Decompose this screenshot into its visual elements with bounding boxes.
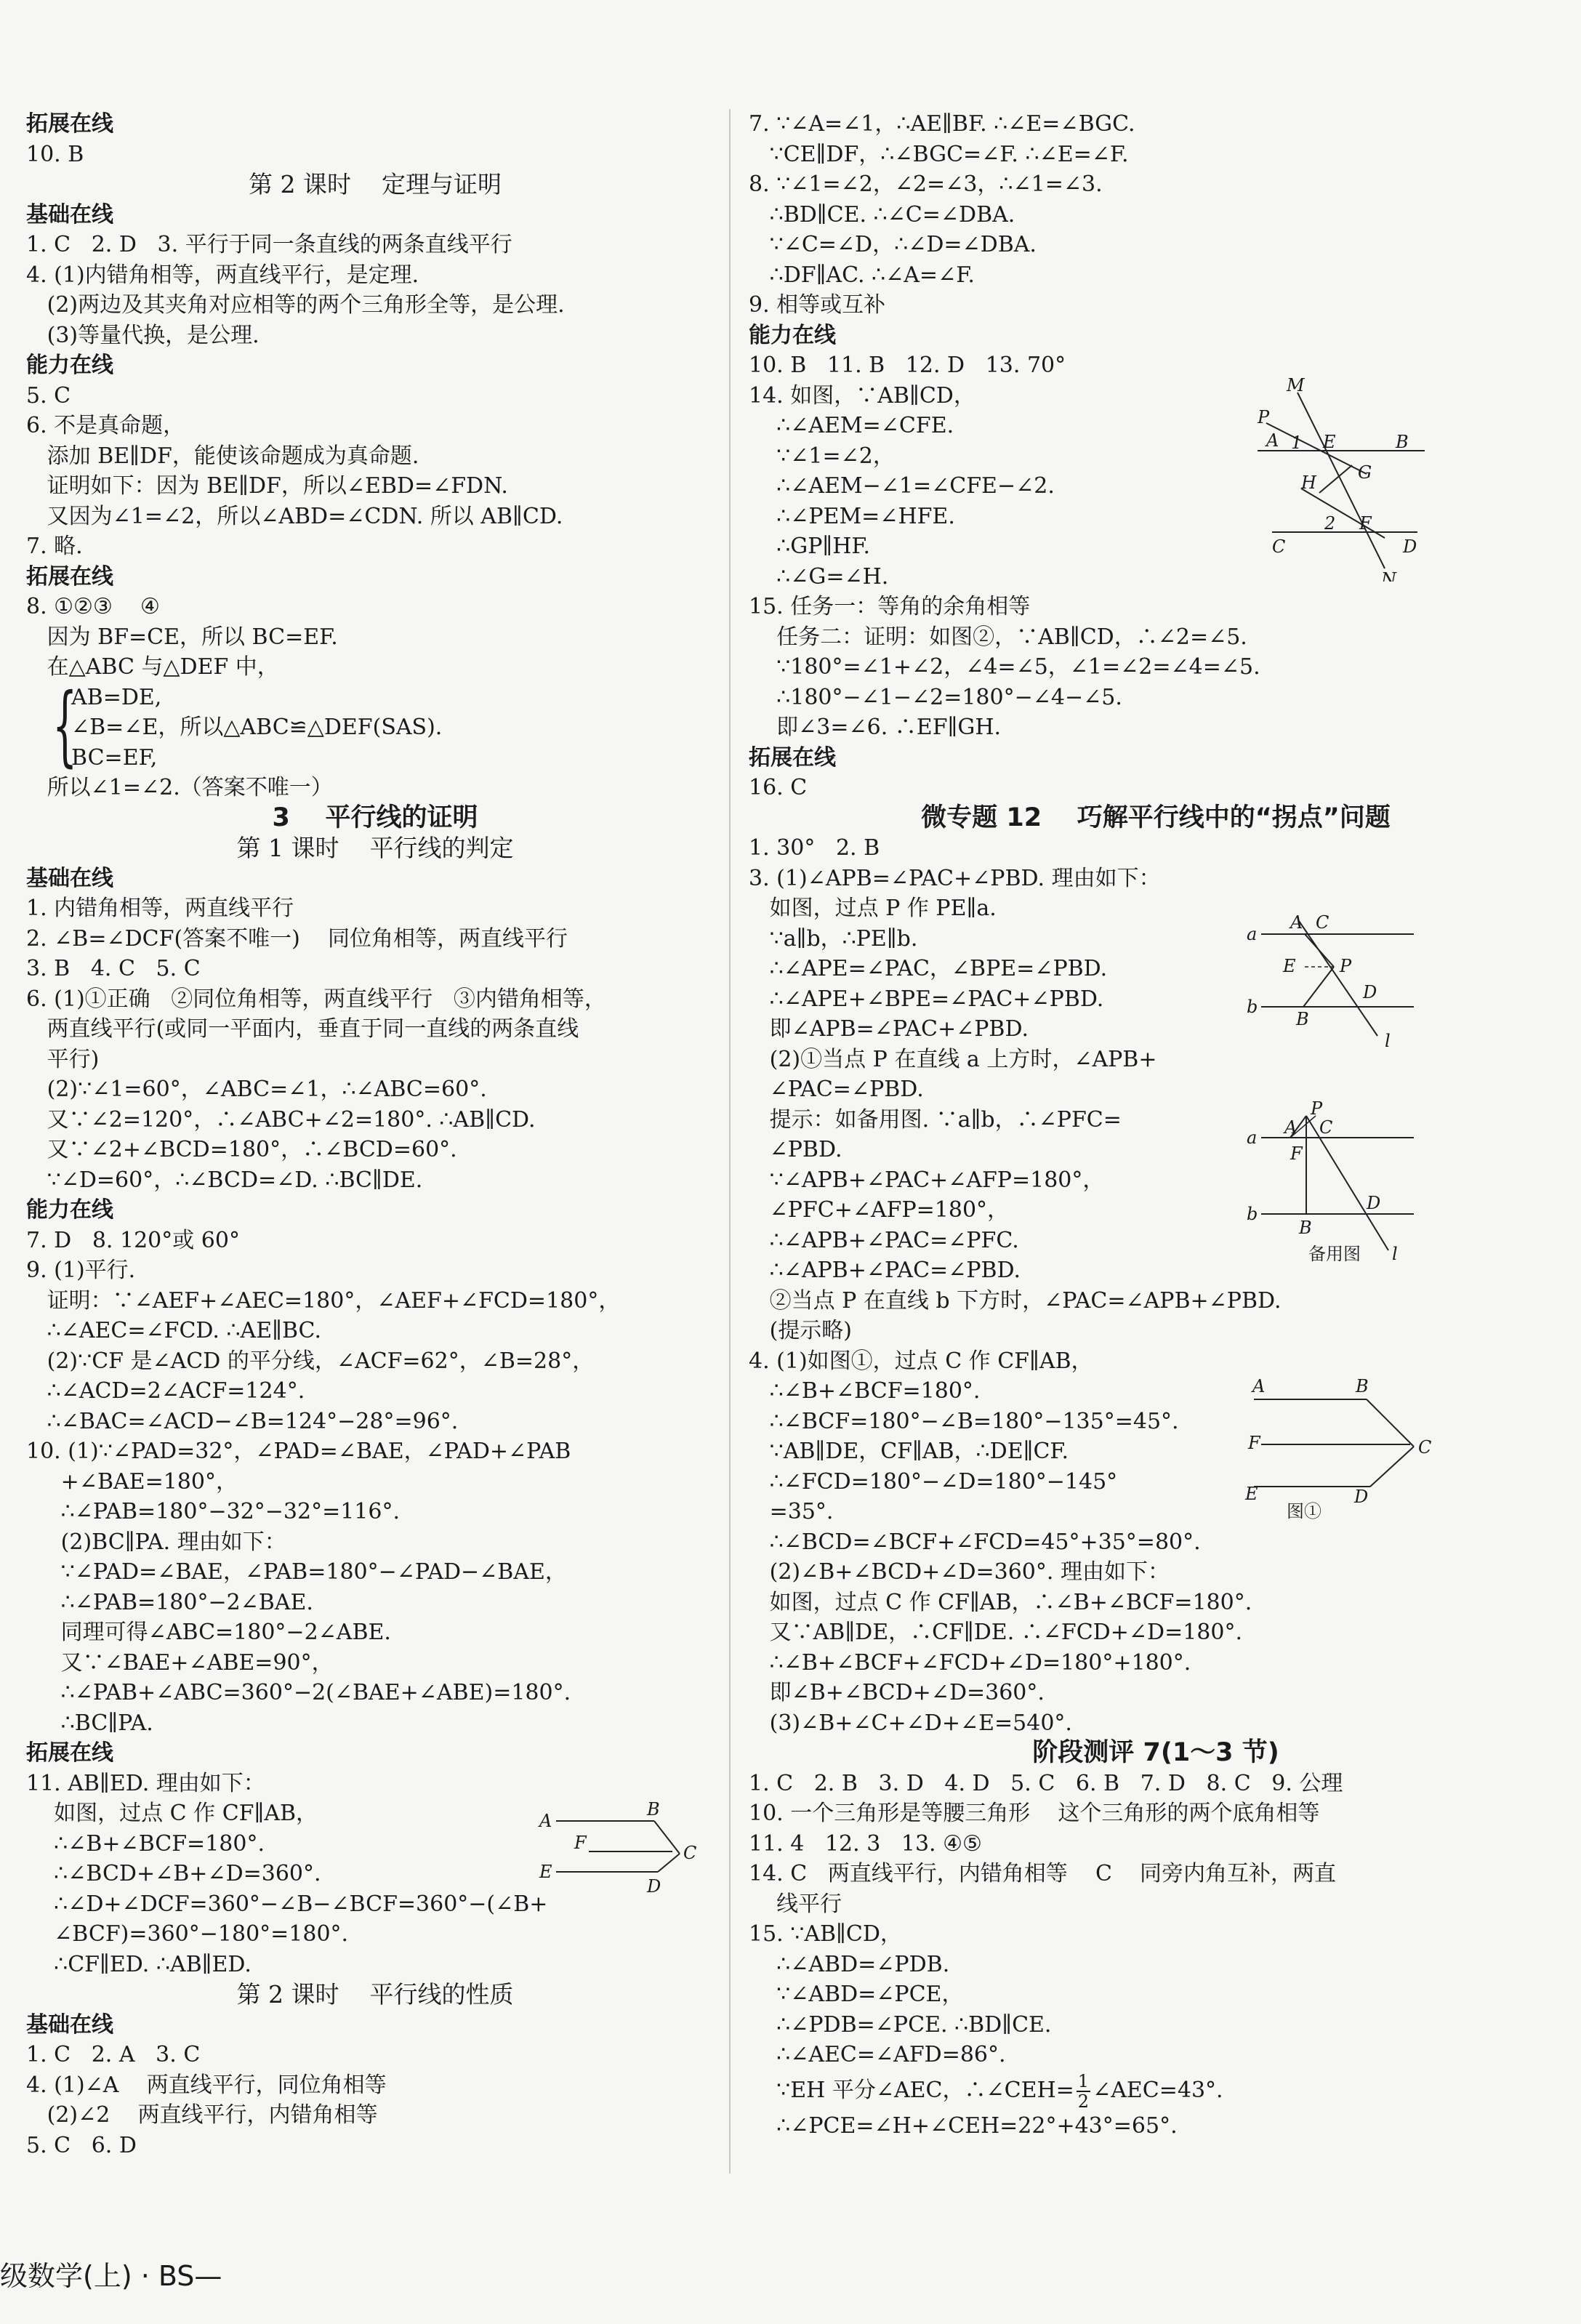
figure-q11-svg <box>538 1799 712 1901</box>
text-line: 即∠B+∠BCD+∠D=360°. <box>749 1680 1045 1705</box>
fig4-label-3: C <box>1418 1437 1432 1457</box>
fig14-label-9: F <box>1359 513 1372 534</box>
text-line: 又∵∠BAE+∠ABE=90°， <box>26 1649 334 1676</box>
fig3-label-0: a <box>1247 924 1258 944</box>
fig11-label-3: C <box>683 1843 697 1863</box>
section-heading: 基础在线 <box>26 201 113 228</box>
fig3b-label-1: A <box>1284 1117 1298 1138</box>
text-line: 3. B 4. C 5. C <box>26 956 201 981</box>
figure-q4 <box>1239 1378 1436 1526</box>
text-line: 15. ∵AB∥CD， <box>749 1921 902 1947</box>
text-line: ∴GP∥HF. <box>749 534 871 559</box>
text-line: ∴∠PAB=180°−2∠BAE. <box>26 1589 313 1615</box>
text-line: ∠BCF)=360°−180°=180°. <box>26 1921 349 1947</box>
section-heading: 拓展在线 <box>26 563 113 590</box>
lesson-title: 第 2 课时 平行线的性质 <box>236 1980 514 2009</box>
fig3-label-6: B <box>1296 1009 1309 1029</box>
brace-line: ∠B=∠E，所以△ABC≌△DEF(SAS). <box>71 715 443 740</box>
fig3-label-7: D <box>1363 982 1377 1002</box>
text-line: 9. 相等或互补 <box>749 292 886 318</box>
text-line: 两直线平行(或同一平面内，垂直于同一直线的两条直线 <box>26 1016 579 1042</box>
text-line: ∴∠PEM=∠HFE. <box>749 503 955 529</box>
section-heading: 拓展在线 <box>749 744 836 771</box>
text-line: (3)∠B+∠C+∠D+∠E=540°. <box>749 1710 1072 1736</box>
figure-q4-svg <box>1239 1378 1436 1523</box>
text-line: 10. B <box>26 141 84 167</box>
brace-line: BC=EF, <box>71 744 158 771</box>
fig14-label-0: M <box>1287 378 1305 395</box>
text-line: (3)等量代换，是公理. <box>26 322 260 348</box>
fig14-label-1: P <box>1258 407 1270 427</box>
text-line: 7. ∵∠A=∠1，∴AE∥BF. ∴∠E=∠BGC. <box>749 111 1135 137</box>
fig3-label-3: E <box>1283 956 1296 976</box>
text-line: 因为 BF=CE，所以 BC=EF. <box>26 624 338 650</box>
fig14-label-5: B <box>1396 432 1409 452</box>
fraction-line <box>749 2070 1563 2111</box>
fig11-label-2: F <box>574 1833 587 1853</box>
text-line: ∵AB∥DE，CF∥AB，∴DE∥CF. <box>749 1439 1069 1464</box>
text-line: ∴∠PDB=∠PCE. ∴BD∥CE. <box>749 2011 1052 2038</box>
figure-q3-svg <box>1247 905 1421 1050</box>
figure-q14-svg <box>1258 378 1432 582</box>
text-line: 如图，过点 C 作 CF∥AB， <box>26 1801 318 1826</box>
fig4-caption: 图① <box>1287 1501 1321 1521</box>
text-line: ∴∠BCD=∠BCF+∠FCD=45°+35°=80°. <box>749 1529 1201 1555</box>
text-line: 8. ①②③ ④ <box>26 594 160 619</box>
text-line: ∴∠B+∠BCF+∠FCD+∠D=180°+180°. <box>749 1649 1191 1676</box>
text-line: ∵∠1=∠2， <box>749 443 895 469</box>
figure-q3b-svg <box>1247 1101 1421 1276</box>
text-line: 又因为∠1=∠2，所以∠ABD=∠CDN. 所以 AB∥CD. <box>26 503 563 529</box>
fig11-label-5: D <box>647 1876 661 1897</box>
fig3b-label-8: l <box>1392 1244 1398 1264</box>
text-line: 10. (1)∵∠PAD=32°，∠PAD=∠BAE，∠PAD+∠PAB <box>26 1439 571 1464</box>
text-line: 1. 内错角相等，两直线平行 <box>26 896 294 921</box>
text-line: (2)∵CF 是∠ACD 的平分线，∠ACF=62°，∠B=28°， <box>26 1348 595 1374</box>
fig3-label-4: P <box>1340 956 1352 976</box>
fig14-label-7: G <box>1358 462 1372 483</box>
text-line: ∴180°−∠1−∠2=180°−∠4−∠5. <box>749 684 1122 710</box>
text-line: 10. B 11. B 12. D 13. 70° <box>749 353 1066 378</box>
text-line: 4. (1)∠A 两直线平行，同位角相等 <box>26 2072 387 2098</box>
text-line: 在△ABC 与△DEF 中， <box>26 654 279 680</box>
text-line: 8. ∵∠1=∠2，∠2=∠3，∴∠1=∠3. <box>749 172 1103 197</box>
page-footer: 级数学(上) · BS— <box>0 2260 222 2292</box>
frac-post: ∠AEC=43°. <box>1093 2077 1223 2103</box>
brace-system <box>26 675 724 776</box>
section-heading: 基础在线 <box>26 2011 113 2038</box>
fig3-label-2: C <box>1316 912 1329 933</box>
text-line: 又∵∠2=120°，∴∠ABC+∠2=180°. ∴AB∥CD. <box>26 1106 536 1133</box>
text-line: ∴∠AEC=∠FCD. ∴AE∥BC. <box>26 1318 321 1343</box>
text-line: ∠PFC+∠AFP=180°， <box>749 1197 1010 1223</box>
text-line: ∴∠AEC=∠AFD=86°. <box>749 2042 1006 2067</box>
text-line: (2)两边及其夹角对应相等的两个三角形全等，是公理. <box>26 292 565 318</box>
text-line: ∴∠AEM−∠1=∠CFE−∠2. <box>749 473 1055 499</box>
fig3b-label-4: F <box>1290 1143 1303 1164</box>
frac-den: 2 <box>1077 2091 1090 2112</box>
text-line: 11. 4 12. 3 13. ④⑤ <box>749 1830 982 1857</box>
fig4-label-0: A <box>1252 1378 1266 1396</box>
text-line: 14. C 两直线平行，内错角相等 C 同旁内角互补，两直 <box>749 1861 1337 1886</box>
text-line: 7. 略. <box>26 534 83 559</box>
text-line: ∴∠APB+∠PAC=∠PBD. <box>749 1258 1021 1283</box>
text-line: ∴∠D+∠DCF=360°−∠B−∠BCF=360°−(∠B+ <box>26 1891 548 1917</box>
text-line: ∴∠PAB=180°−32°−32°=116°. <box>26 1499 400 1524</box>
text-line: ∴∠APE=∠PAC，∠BPE=∠PBD. <box>749 956 1108 981</box>
text-line: 同理可得∠ABC=180°−2∠ABE. <box>26 1620 391 1645</box>
text-line: 如图，过点 C 作 CF∥AB，∴∠B+∠BCF=180°. <box>749 1589 1252 1615</box>
text-line: (2)BC∥PA. 理由如下： <box>26 1529 286 1555</box>
text-line: ∠PAC=∠PBD. <box>749 1077 924 1102</box>
text-line: ∵∠PAD=∠BAE，∠PAB=180°−∠PAD−∠BAE， <box>26 1559 567 1585</box>
text-line: ∵∠ABD=∠PCE， <box>749 1982 964 2007</box>
text-line: ∵a∥b，∴PE∥b. <box>749 925 918 952</box>
text-line: ∴∠ABD=∠PDB. <box>749 1951 950 1977</box>
text-line: =35°. <box>749 1499 834 1524</box>
section-heading: 拓展在线 <box>26 1740 113 1766</box>
section-heading: 能力在线 <box>26 1197 113 1223</box>
text-line: ∴∠BAC=∠ACD−∠B=124°−28°=96°. <box>26 1408 459 1434</box>
text-line: 任务二：证明：如图②，∵AB∥CD，∴∠2=∠5. <box>749 624 1247 650</box>
section-heading: 能力在线 <box>26 353 113 378</box>
text-line: ②当点 P 在直线 b 下方时，∠PAC=∠APB+∠PBD. <box>749 1287 1282 1314</box>
text-line: 1. 30° 2. B <box>749 835 880 861</box>
fig14-label-10: C <box>1272 536 1286 557</box>
lesson-title: 第 2 课时 定理与证明 <box>249 170 502 198</box>
fig14-label-11: D <box>1403 536 1417 557</box>
column-divider <box>729 109 731 2174</box>
lesson-title: 微专题 12 巧解平行线中的“拐点”问题 <box>921 803 1391 832</box>
fig3b-caption: 备用图 <box>1308 1244 1361 1264</box>
text-line: ∴∠PAB+∠ABC=360°−2(∠BAE+∠ABE)=180°. <box>26 1680 571 1705</box>
text-line: 证明：∵∠AEF+∠AEC=180°，∠AEF+∠FCD=180°， <box>26 1287 621 1314</box>
figure-q3-backup <box>1247 1101 1421 1279</box>
brace-symbol: { <box>52 675 78 776</box>
fig14-label-3: 1 <box>1291 433 1303 453</box>
lesson-title: 阶段测评 7(1～3 节) <box>1032 1738 1279 1767</box>
text-line: 11. AB∥ED. 理由如下： <box>26 1770 265 1796</box>
text-line: 又∵AB∥DE，∴CF∥DE. ∴∠FCD+∠D=180°. <box>749 1620 1242 1645</box>
text-line: ∴∠BCF=180°−∠B=180°−135°=45°. <box>749 1408 1179 1434</box>
fig3-label-5: b <box>1247 997 1258 1017</box>
text-line: ∴BC∥PA. <box>26 1710 153 1736</box>
text-line: 即∠APB=∠PAC+∠PBD. <box>749 1016 1029 1042</box>
fig14-label-2: A <box>1266 430 1279 451</box>
fig4-label-2: F <box>1248 1433 1260 1453</box>
text-line: (2)①当点 P 在直线 a 上方时，∠APB+ <box>749 1046 1157 1072</box>
text-line: 4. (1)如图①，过点 C 作 CF∥AB， <box>749 1348 1093 1374</box>
text-line: 9. (1)平行. <box>26 1258 136 1283</box>
text-line: 7. D 8. 120°或 60° <box>26 1227 240 1253</box>
fig3b-label-3: C <box>1319 1117 1333 1138</box>
fig4-label-4: E <box>1245 1484 1258 1504</box>
text-line: 3. (1)∠APB=∠PAC+∠PBD. 理由如下： <box>749 865 1161 891</box>
text-line: ∴∠APE+∠BPE=∠PAC+∠PBD. <box>749 986 1104 1012</box>
text-line: 所以∠1=∠2.（答案不唯一） <box>26 775 333 800</box>
right-column <box>749 109 1563 2141</box>
text-line: 14. 如图，∵AB∥CD， <box>749 382 975 409</box>
fig3b-label-5: b <box>1247 1204 1258 1224</box>
text-line: ∵∠D=60°，∴∠BCD=∠D. ∴BC∥DE. <box>26 1167 423 1193</box>
text-line: 5. C <box>26 382 71 409</box>
text-line: ∴∠B+∠BCF=180°. <box>749 1378 981 1404</box>
text-line: ∵∠APB+∠PAC+∠AFP=180°， <box>749 1167 1105 1193</box>
fraction <box>1077 2072 1090 2111</box>
text-line: 1. C 2. D 3. 平行于同一条直线的两条直线平行 <box>26 232 512 257</box>
text-line: ∴∠G=∠H. <box>749 563 889 590</box>
text-line: (2)∠2 两直线平行，内错角相等 <box>26 2102 378 2128</box>
text-line: 6. (1)①正确 ②同位角相等，两直线平行 ③内错角相等， <box>26 986 606 1012</box>
fig14-label-6: H <box>1301 473 1316 493</box>
text-line: 6. 不是真命题， <box>26 413 185 438</box>
text-line: ∴∠AEM=∠CFE. <box>749 413 954 438</box>
text-line: ∵180°=∠1+∠2，∠4=∠5，∠1=∠2=∠4=∠5. <box>749 654 1260 680</box>
fig11-label-4: E <box>539 1862 552 1882</box>
text-line: ∴∠FCD=180°−∠D=180°−145° <box>749 1468 1118 1495</box>
fig14-label-4: E <box>1323 432 1336 452</box>
fig3b-label-7: D <box>1367 1193 1381 1213</box>
text-line: ∴BD∥CE. ∴∠C=∠DBA. <box>749 201 1015 228</box>
text-line: 10. 一个三角形是等腰三角形 这个三角形的两个底角相等 <box>749 1801 1320 1826</box>
frac-num: 1 <box>1077 2070 1090 2091</box>
text-line: 平行) <box>26 1046 100 1072</box>
text-line: (提示略) <box>749 1318 853 1343</box>
text-line: ∴∠BCD+∠B+∠D=360°. <box>26 1861 321 1886</box>
text-line: ∴CF∥ED. ∴AB∥ED. <box>26 1951 252 1977</box>
section-heading: 拓展在线 <box>26 111 113 137</box>
section-heading: 基础在线 <box>26 865 113 891</box>
fig3b-label-0: a <box>1247 1127 1258 1148</box>
text-line: 证明如下：因为 BE∥DF，所以∠EBD=∠FDN. <box>26 473 508 499</box>
figure-q11 <box>538 1799 712 1904</box>
text-line: +∠BAE=180°， <box>26 1468 238 1495</box>
text-line: ∠PBD. <box>749 1137 842 1162</box>
text-line: 16. C <box>749 775 808 800</box>
text-line: 2. ∠B=∠DCF(答案不唯一) 同位角相等，两直线平行 <box>26 925 568 952</box>
figure-q3 <box>1247 905 1421 1053</box>
fig4-label-5: D <box>1354 1487 1369 1507</box>
text-line: 提示：如备用图. ∵a∥b，∴∠PFC= <box>749 1106 1122 1133</box>
lesson-title: 第 1 课时 平行线的判定 <box>236 834 514 862</box>
fig11-label-0: A <box>539 1811 552 1831</box>
text-line: 1. C 2. A 3. C <box>26 2042 201 2067</box>
fig3-label-8: l <box>1385 1031 1391 1050</box>
fig11-label-1: B <box>647 1799 660 1820</box>
figure-q14 <box>1258 378 1432 584</box>
text-line: 即∠3=∠6. ∴EF∥GH. <box>749 715 1002 740</box>
fig3-label-1: A <box>1290 912 1303 933</box>
text-line: 1. C 2. B 3. D 4. D 5. C 6. B 7. D 8. C 9. 公理 <box>749 1770 1343 1796</box>
text-line: ∴∠B+∠BCF=180°. <box>26 1830 265 1857</box>
fig14-label-12: N <box>1381 569 1396 582</box>
text-line: (2)∵∠1=60°，∠ABC=∠1，∴∠ABC=60°. <box>26 1077 487 1102</box>
text-line: 5. C 6. D <box>26 2132 137 2158</box>
text-line: ∴∠PCE=∠H+∠CEH=22°+43°=65°. <box>749 2112 1178 2139</box>
text-line: ∵CE∥DF，∴∠BGC=∠F. ∴∠E=∠F. <box>749 141 1129 167</box>
text-line: 又∵∠2+∠BCD=180°，∴∠BCD=60°. <box>26 1137 457 1162</box>
lesson-title: 3 平行线的证明 <box>272 803 478 832</box>
section-heading: 能力在线 <box>749 322 836 348</box>
text-line: 线平行 <box>749 1891 842 1917</box>
fig3b-label-6: B <box>1299 1218 1312 1238</box>
fig4-label-1: B <box>1356 1378 1369 1396</box>
text-line: ∴∠ACD=2∠ACF=124°. <box>26 1378 305 1404</box>
frac-pre: ∵EH 平分∠AEC，∴∠CEH= <box>749 2077 1074 2103</box>
brace-line: AB=DE, <box>71 684 162 710</box>
text-line: 15. 任务一：等角的余角相等 <box>749 594 1031 619</box>
text-line: 4. (1)内错角相等，两直线平行，是定理. <box>26 262 419 288</box>
text-line: ∴DF∥AC. ∴∠A=∠F. <box>749 262 975 288</box>
text-line: ∴∠APB+∠PAC=∠PFC. <box>749 1227 1019 1253</box>
fig14-label-8: 2 <box>1324 513 1336 534</box>
fig3b-label-2: P <box>1311 1101 1323 1119</box>
text-line: (2)∠B+∠BCD+∠D=360°. 理由如下： <box>749 1559 1170 1585</box>
text-line: ∵∠C=∠D，∴∠D=∠DBA. <box>749 232 1037 257</box>
text-line: 添加 BE∥DF，能使该命题成为真命题. <box>26 443 419 469</box>
text-line: 如图，过点 P 作 PE∥a. <box>749 896 997 921</box>
